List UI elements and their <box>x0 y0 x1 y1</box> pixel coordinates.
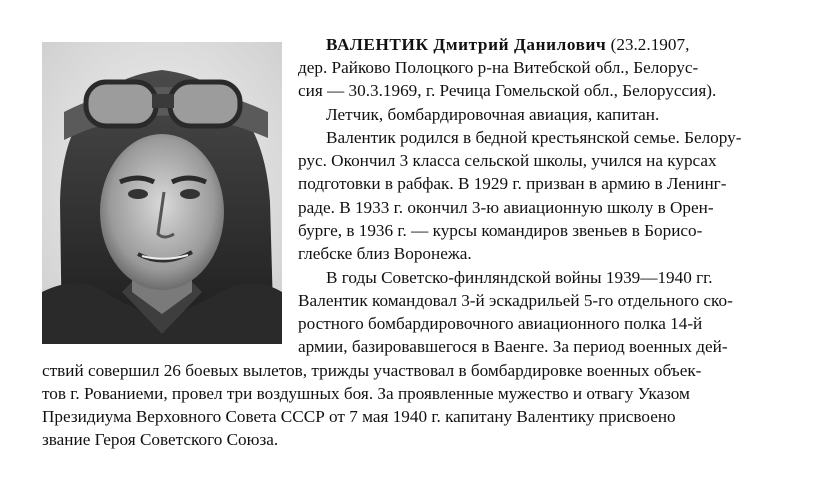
text-line-6: подготовки в рабфак. В 1929 г. призван в армию в Ленинг- <box>298 174 727 193</box>
text-line-11: Валентик командовал 3-й эскадрильей 5-го отдельного ско- <box>298 291 733 310</box>
text-line-2: сия — 30.3.1969, г. Речица Гомельской обл., Белоруссия). <box>298 81 717 100</box>
text-line-15: тов г. Рованиеми, провел три воздушных боя. За проявленные мужество и отвагу Указом <box>42 384 690 403</box>
text-line-7: раде. В 1933 г. окончил 3-ю авиационную школу в Орен- <box>298 198 714 217</box>
text-line-4: Валентик родился в бедной крестьянской семье. Белору- <box>326 128 742 147</box>
text-line-16: Президиума Верховного Совета СССР от 7 мая 1940 г. капитану Валентику присвоено <box>42 407 676 426</box>
text-line-10: В годы Советско-финляндской войны 1939—1940 гг. <box>326 268 713 287</box>
portrait-photo <box>42 42 282 344</box>
text-line-14: ствий совершил 26 боевых вылетов, трижды участвовал в бомбардировке военных объек- <box>42 361 702 380</box>
text-line-3: Летчик, бомбардировочная авиация, капитан. <box>326 105 660 124</box>
text-line-8: бурге, в 1936 г. — курсы командиров звеньев в Борисо- <box>298 221 703 240</box>
birth-date: (23.2.1907, <box>606 35 690 54</box>
text-line-12: ростного бомбардировочного авиационного полка 14-й <box>298 314 703 333</box>
text-line-13: армии, базировавшегося в Ваенге. За период военных дей- <box>298 337 728 356</box>
text-line-9: глебске близ Воронежа. <box>298 244 472 263</box>
person-name: ВАЛЕНТИК Дмитрий Данилович <box>326 35 607 54</box>
pilot-portrait-illustration <box>42 42 282 344</box>
text-line-17: звание Героя Советского Союза. <box>42 430 279 449</box>
text-line-1: дер. Райково Полоцкого р-на Витебской обл., Белорус- <box>298 58 699 77</box>
text-line-5: рус. Окончил 3 класса сельской школы, учился на курсах <box>298 151 717 170</box>
article-heading <box>326 34 689 56</box>
